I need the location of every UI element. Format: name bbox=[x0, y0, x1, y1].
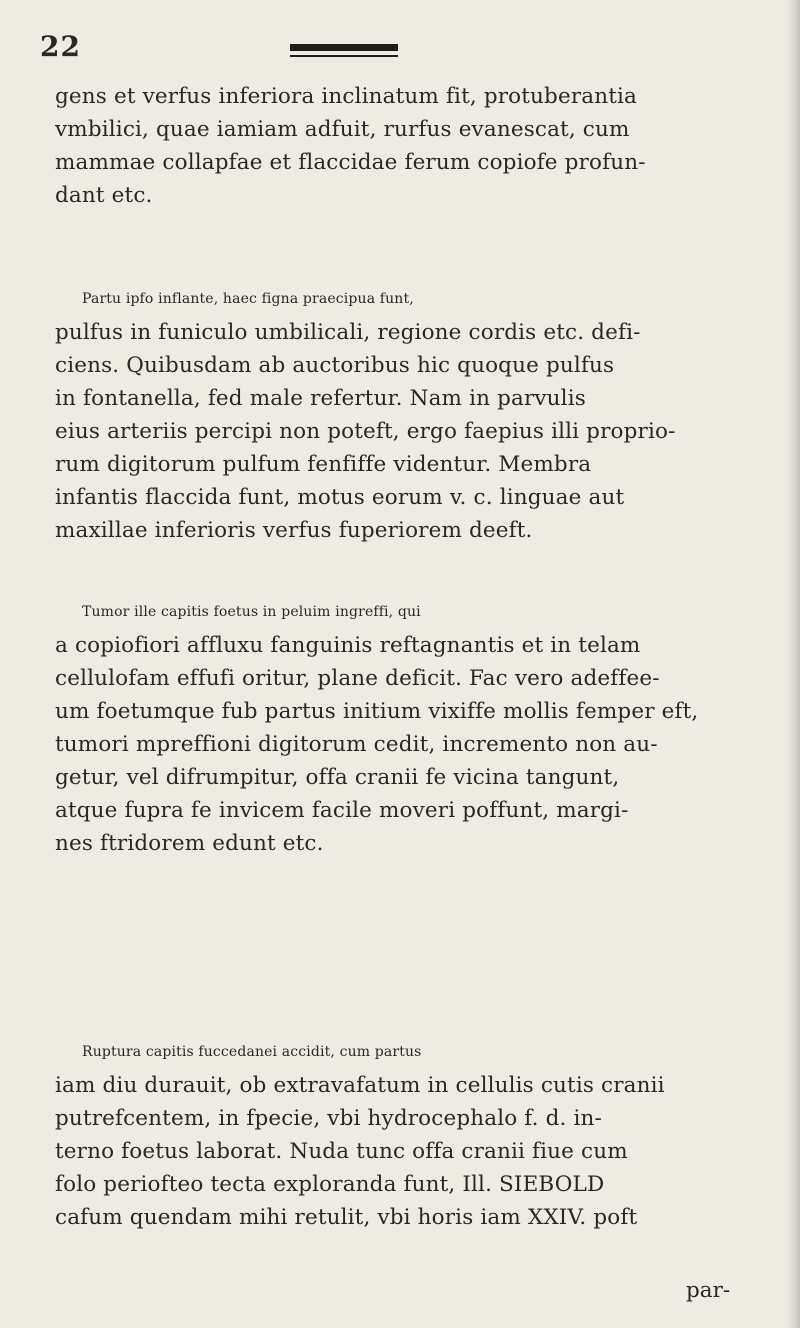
header-rule-thin bbox=[290, 55, 398, 57]
paragraph-2 bbox=[55, 283, 790, 547]
text-line: eius arteriis percipi non poteft, ergo faepius illi proprio- bbox=[55, 419, 676, 444]
text-line: ciens. Quibusdam ab auctoribus hic quoque pulfus bbox=[55, 353, 615, 378]
text-line: gens et verfus inferiora inclinatum fit, protuberantia bbox=[55, 84, 638, 109]
paragraph-3 bbox=[55, 596, 790, 860]
text-line: nes ftridorem edunt etc. bbox=[55, 831, 324, 856]
text-line: getur, vel difrumpitur, offa cranii fe vicina tangunt, bbox=[55, 765, 620, 790]
paragraph-1 bbox=[55, 80, 790, 212]
text-line: iam diu durauit, ob extravafatum in cellulis cutis cranii bbox=[55, 1073, 665, 1098]
text-line: atque fupra fe invicem facile moveri poffunt, margi- bbox=[55, 798, 629, 823]
header-rule bbox=[290, 44, 398, 51]
text-line: mammae collapfae et flaccidae ferum copiofe profun- bbox=[55, 150, 646, 175]
text-line: Ruptura capitis fuccedanei accidit, cum partus bbox=[82, 1044, 422, 1060]
text-line: in fontanella, fed male refertur. Nam in parvulis bbox=[55, 386, 586, 411]
text-line: Partu ipfo inflante, haec figna praecipua funt, bbox=[82, 291, 414, 307]
page-number: 22 bbox=[40, 30, 81, 63]
text-line: a copiofiori affluxu fanguinis reftagnantis et in telam bbox=[55, 633, 641, 658]
text-line: cafum quendam mihi retulit, vbi horis iam XXIV. poft bbox=[55, 1205, 638, 1230]
text-line: vmbilici, quae iamiam adfuit, rurfus evanescat, cum bbox=[55, 117, 630, 142]
text-line: terno foetus laborat. Nuda tunc offa cranii fiue cum bbox=[55, 1139, 628, 1164]
text-line: folo periofteo tecta exploranda funt, Ill. SIEBOLD bbox=[55, 1172, 605, 1197]
text-line: infantis flaccida funt, motus eorum v. c. linguae aut bbox=[55, 485, 625, 510]
text-line: putrefcentem, in fpecie, vbi hydrocephalo f. d. in- bbox=[55, 1106, 602, 1131]
text-line: cellulofam effufi oritur, plane deficit. Fac vero adeffee- bbox=[55, 666, 660, 691]
text-line: maxillae inferioris verfus fuperiorem deeft. bbox=[55, 518, 533, 543]
catchword: par- bbox=[686, 1278, 731, 1303]
text-line: tumori mpreffioni digitorum cedit, incremento non au- bbox=[55, 732, 658, 757]
text-line: um foetumque fub partus initium vixiffe mollis femper eft, bbox=[55, 699, 699, 724]
text-line: Tumor ille capitis foetus in peluim ingreffi, qui bbox=[82, 604, 421, 620]
paragraph-4 bbox=[55, 1036, 790, 1234]
text-line: dant etc. bbox=[55, 183, 153, 208]
text-line: rum digitorum pulfum fenfiffe videntur. Membra bbox=[55, 452, 592, 477]
text-line: pulfus in funiculo umbilicali, regione cordis etc. defi- bbox=[55, 320, 641, 345]
